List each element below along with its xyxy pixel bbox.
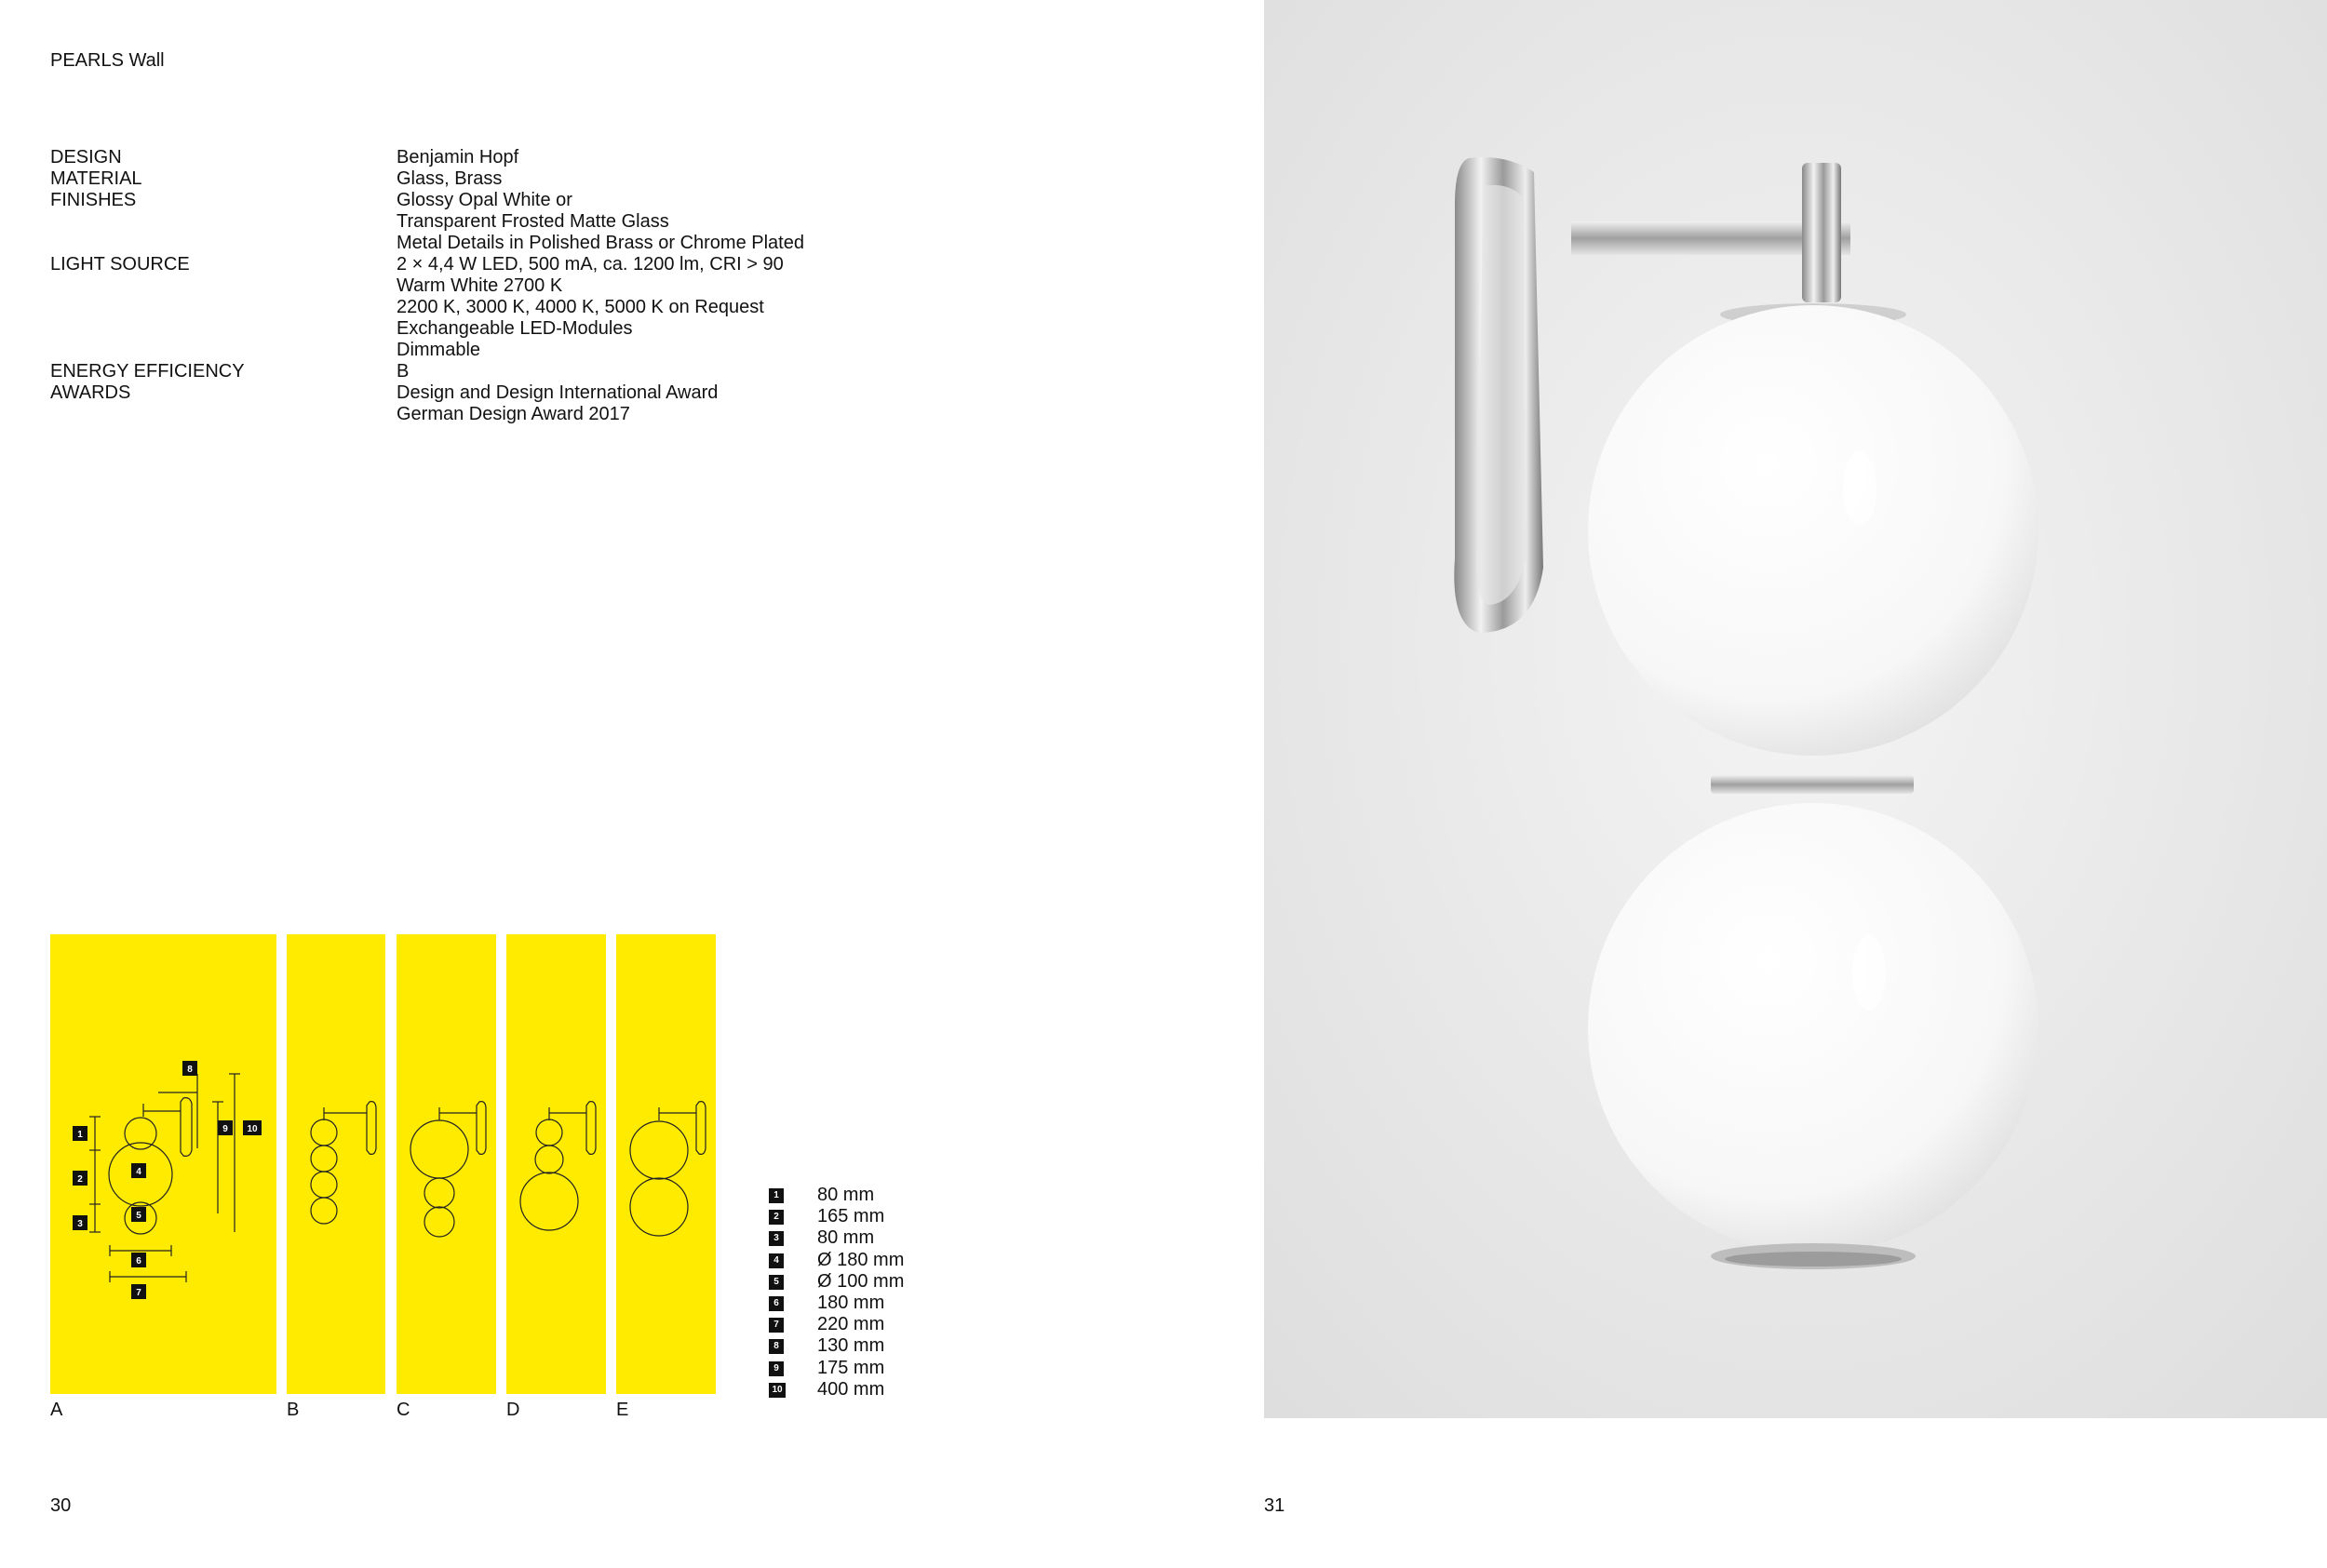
variant-label-b: B [287,1400,300,1420]
page-number-right: 31 [1264,1495,1285,1516]
spec-value-line: Dimmable [397,340,481,360]
lamp-outline-icon [287,934,385,1394]
spec-value-line: Glass, Brass [397,168,503,189]
variant-d-drawing [506,934,606,1394]
product-photo [1264,0,2327,1418]
spec-value-line: Exchangeable LED-Modules [397,318,633,339]
dimension-marker-label: 7 [136,1288,141,1298]
spec-label: LIGHT SOURCE [50,254,190,275]
dimension-marker-label: 9 [222,1124,228,1134]
spec-value [397,361,409,382]
spec-value-line: 2 × 4,4 W LED, 500 mA, ca. 1200 lm, CRI > 90 [397,254,784,275]
spec-label: DESIGN [50,147,122,168]
spec-value [397,168,502,190]
variant-label-d: D [506,1400,520,1420]
spec-value-line: Glossy Opal White or [397,190,572,210]
lamp-outline-icon [506,934,606,1394]
spec-label: AWARDS [50,382,131,403]
legend-value: 80 mm [817,1227,875,1249]
dimension-marker-label: 10 [247,1124,258,1134]
legend-number: 10 [769,1383,786,1398]
spec-value-line: Benjamin Hopf [397,147,519,168]
legend-value: Ø 180 mm [817,1249,905,1270]
legend-number: 5 [769,1275,784,1290]
legend-value: 180 mm [817,1292,885,1313]
dimension-marker-label: 5 [136,1211,141,1221]
variant-a-drawing [50,934,276,1394]
legend-number: 8 [769,1339,784,1354]
spec-value-line: German Design Award 2017 [397,404,630,424]
variant-b-drawing [287,934,385,1394]
variant-label-e: E [616,1400,629,1420]
spec-value [397,254,784,361]
dimension-marker-label: 1 [77,1130,83,1140]
legend-number: 6 [769,1296,784,1311]
dimension-diagram [50,934,276,1394]
legend-value: 165 mm [817,1206,885,1227]
page-number-left: 30 [50,1495,72,1516]
spec-value-line: Design and Design International Award [397,382,719,403]
spec-value-line: Metal Details in Polished Brass or Chrome Plated [397,233,804,253]
legend-number: 7 [769,1318,784,1333]
legend-number: 2 [769,1210,784,1225]
spec-value [397,190,804,254]
legend-number: 9 [769,1361,784,1376]
lamp-outline-icon [616,934,716,1394]
dimension-marker-label: 2 [77,1174,83,1185]
legend-value: 400 mm [817,1378,885,1400]
dimension-marker-label: 6 [136,1256,141,1266]
spec-label: FINISHES [50,190,137,210]
legend-value: Ø 100 mm [817,1270,905,1292]
dimension-marker-label: 8 [187,1065,193,1075]
spec-value [397,382,718,425]
legend-value: 80 mm [817,1185,875,1205]
spec-value-line: 2200 K, 3000 K, 4000 K, 5000 K on Request [397,297,764,317]
spec-label: MATERIAL [50,168,142,189]
legend-value: 130 mm [817,1335,885,1357]
page-title: PEARLS Wall [50,50,165,71]
variant-label-c: C [397,1400,410,1420]
spec-label: ENERGY EFFICIENCY [50,361,245,382]
lamp-outline-icon [397,934,496,1394]
variant-e-drawing [616,934,716,1394]
legend-number: 4 [769,1253,784,1268]
legend-number: 3 [769,1231,784,1246]
legend-value: 220 mm [817,1314,885,1335]
variant-label-a: A [50,1400,63,1420]
dimension-marker-label: 4 [136,1167,141,1177]
wall-lamp-photo [1264,0,2327,1418]
spec-value-line: Warm White 2700 K [397,275,563,296]
spec-value-line: B [397,361,410,382]
legend-number: 1 [769,1188,784,1203]
dimension-marker-label: 3 [77,1219,83,1229]
spec-value [397,147,518,168]
spec-value-line: Transparent Frosted Matte Glass [397,211,669,232]
variant-c-drawing [397,934,496,1394]
legend-value: 175 mm [817,1357,885,1378]
